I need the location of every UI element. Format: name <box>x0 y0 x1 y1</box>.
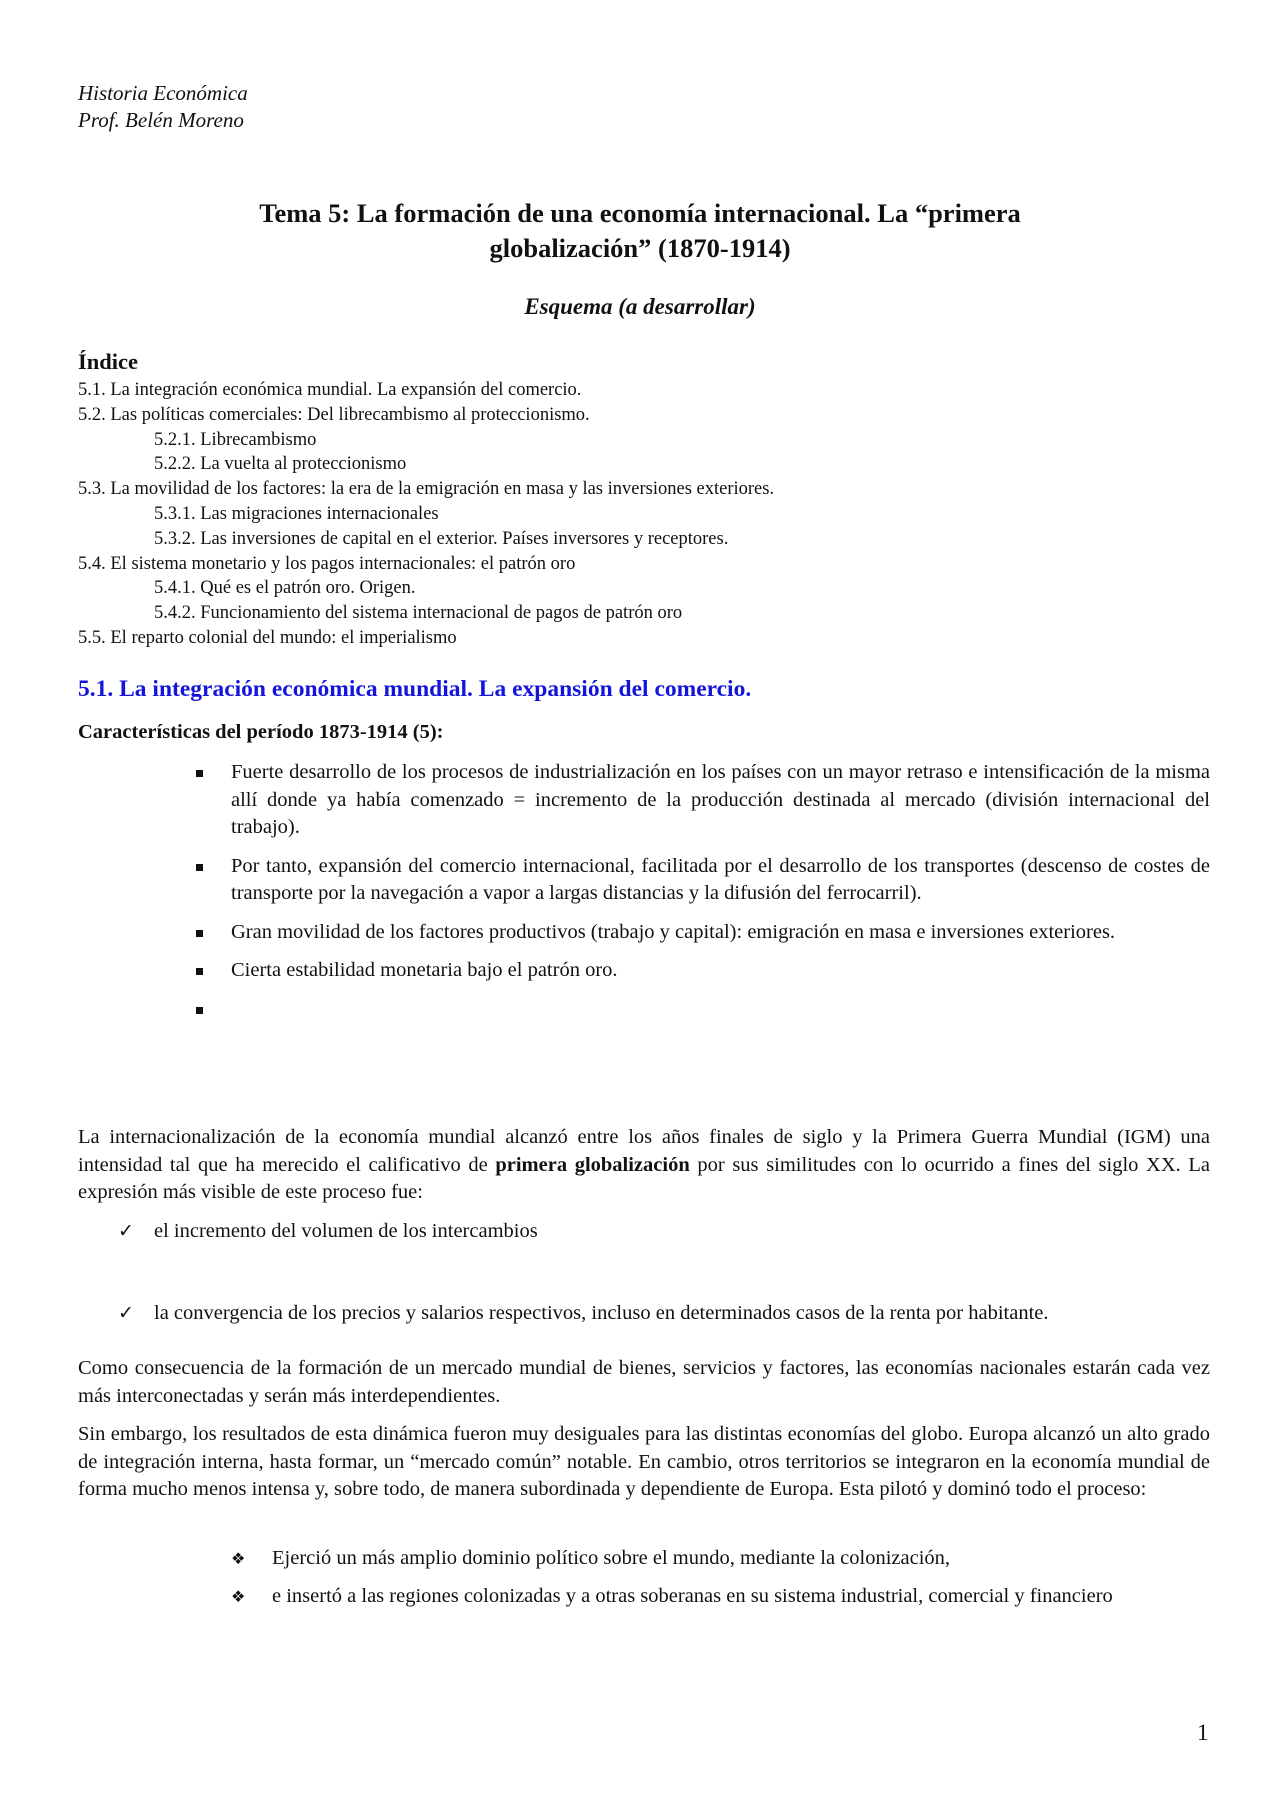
characteristic-item-empty <box>190 996 1210 1023</box>
bold-term: primera globalización <box>495 1153 690 1176</box>
check-text: la convergencia de los precios y salarios respectivos, incluso en determinados casos de la renta por habitante. <box>154 1302 1049 1324</box>
dominance-item <box>231 1545 1211 1573</box>
professor-name: Prof. Belén Moreno <box>78 108 244 132</box>
characteristic-item <box>190 759 1210 842</box>
diamond-bullet-icon: ❖ <box>231 1549 246 1568</box>
index-subitem: 5.4.1. Qué es el patrón oro. Origen. <box>154 578 416 599</box>
index-item: 5.3. La movilidad de los factores: la era de la emigración en masa y las inversiones exteriores. <box>78 479 775 500</box>
index-subitem: 5.3.1. Las migraciones internacionales <box>154 503 439 524</box>
characteristic-text: Gran movilidad de los factores productivos (trabajo y capital): emigración en masa e inversiones exteriores. <box>231 920 1116 943</box>
index-list <box>78 378 774 651</box>
diamond-bullet-icon: ❖ <box>231 1586 246 1606</box>
check-item <box>118 1218 538 1246</box>
check-item <box>118 1300 1048 1328</box>
page-number: 1 <box>1197 1720 1209 1745</box>
course-name: Historia Económica <box>78 81 248 105</box>
characteristic-text: Fuerte desarrollo de los procesos de industrialización en los países con un mayor retraso e intensificación de la misma allí donde ya había comenzado = incremento de la producción destinada al mercado (división internacional del trabajo). <box>231 761 1210 838</box>
paragraph-inequality: Sin embargo, los resultados de esta dinámica fueron muy desiguales para las distintas economías del globo. Europa alcanzó un alto grado de integración interna, hasta formar, un “mercado común” notable. En cambio, otros territorios se integraron en la economía mundial de forma mucho menos intensa y, sobre todo, de manera subordinada y dependiente de Europa. Esta pilotó y dominó todo el proceso: <box>78 1423 1210 1500</box>
characteristics-heading: Características del período 1873-1914 (5): <box>78 721 444 743</box>
section-heading: 5.1. La integración económica mundial. La expansión del comercio. <box>78 676 752 702</box>
document-subtitle: Esquema (a desarrollar) <box>524 294 756 319</box>
title-line-1: Tema 5: La formación de una economía internacional. La “primera <box>259 198 1021 228</box>
characteristic-text: Por tanto, expansión del comercio internacional, facilitada por el desarrollo de los transportes (descenso de costes de transporte por la navegación a vapor a largas distancias y la difusión del ferrocarril). <box>231 854 1210 904</box>
paragraph-globalization <box>78 1124 1210 1207</box>
square-bullet-icon <box>196 968 203 975</box>
paragraph-text: por sus similitudes con lo ocurrido a fines del siglo XX. La expresión más visible de este proceso fue: <box>78 1153 1210 1203</box>
index-subitem: 5.4.2. Funcionamiento del sistema internacional de pagos de patrón oro <box>154 603 683 624</box>
characteristics-list <box>190 759 1210 1034</box>
characteristic-item <box>190 957 1210 985</box>
europe-dominance-list <box>231 1545 1211 1620</box>
index-subitem: 5.2.1. Librecambismo <box>154 429 317 450</box>
dominance-text: Ejerció un más amplio dominio político sobre el mundo, mediante la colonización, <box>272 1547 951 1569</box>
index-subitem: 5.3.2. Las inversiones de capital en el exterior. Países inversores y receptores. <box>154 528 729 549</box>
document-header <box>78 80 248 134</box>
index-item: 5.1. La integración económica mundial. La expansión del comercio. <box>78 380 582 400</box>
paragraph-text: La internacionalización de la economía mundial alcanzó entre los años finales de siglo y la Primera Guerra Mundial (IGM) una intensidad tal que ha merecido el calificativo de <box>78 1126 1210 1176</box>
characteristic-item <box>190 853 1210 908</box>
dominance-text: e insertó a las regiones colonizadas y a otras soberanas en su sistema industrial, comercial y financiero <box>272 1584 1113 1607</box>
square-bullet-icon <box>196 864 203 871</box>
index-item: 5.5. El reparto colonial del mundo: el imperialismo <box>78 627 457 648</box>
square-bullet-icon <box>196 770 203 777</box>
square-bullet-icon <box>196 1007 203 1014</box>
characteristic-text: Cierta estabilidad monetaria bajo el patrón oro. <box>231 959 618 981</box>
checkmark-icon: ✓ <box>118 1302 134 1324</box>
index-subitem: 5.2.2. La vuelta al proteccionismo <box>154 454 407 475</box>
check-text: el incremento del volumen de los intercambios <box>154 1220 538 1242</box>
checkmark-icon: ✓ <box>118 1220 134 1242</box>
index-heading: Índice <box>78 349 139 374</box>
characteristic-item <box>190 919 1210 947</box>
index-item: 5.4. El sistema monetario y los pagos internacionales: el patrón oro <box>78 553 576 574</box>
dominance-item <box>231 1583 1211 1611</box>
index-item: 5.2. Las políticas comerciales: Del librecambismo al proteccionismo. <box>78 404 590 425</box>
document-title <box>170 196 1110 266</box>
paragraph-consequence: Como consecuencia de la formación de un mercado mundial de bienes, servicios y factores, las economías nacionales estarán cada vez más interconectadas y serán más interdependientes. <box>78 1357 1210 1407</box>
square-bullet-icon <box>196 930 203 937</box>
title-line-2: globalización” (1870-1914) <box>489 233 791 263</box>
